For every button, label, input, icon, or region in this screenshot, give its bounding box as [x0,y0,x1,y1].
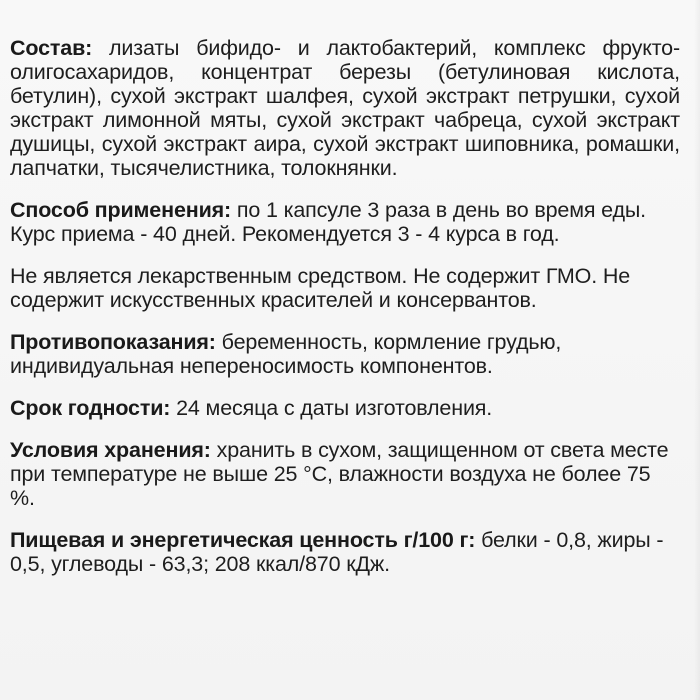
composition-paragraph [10,36,680,180]
notice-paragraph [10,264,680,312]
nutrition-paragraph [10,528,680,576]
page-edge-shadow [694,0,700,700]
shelf-life-title: Срок годности: [10,396,171,420]
nutrition-text: белки - 0,8, жиры - 0,5, углеводы - 63,3; 208 ккал/870 кДж. [10,528,664,576]
nutrition-title: Пищевая и энергетическая ценность г/100 г: [10,528,476,552]
storage-text: хранить в сухом, защищенном от света месте при температуре не выше 25 °С, влажности воздуха не более 75 %. [10,438,669,510]
shelf-life-text: 24 месяца с даты изготовления. [170,396,493,420]
storage-paragraph [10,438,680,510]
notice-text: Не является лекарственным средством. Не содержит ГМО. Не содержит искусственных красителей и консервантов. [10,264,631,312]
shelf-life-paragraph [10,396,680,420]
storage-title: Условия хранения: [10,438,211,462]
composition-title: Состав: [10,36,93,60]
usage-text: по 1 капсуле 3 раза в день во время еды. Курс приема - 40 дней. Рекомендуется 3 - 4 курса в год. [10,198,647,246]
usage-title: Способ применения: [10,198,232,222]
contraindications-title: Противопоказания: [10,330,216,354]
contraindications-paragraph [10,330,680,378]
usage-paragraph [10,198,680,246]
contraindications-text: беременность, кормление грудью, индивидуальная непереносимость компонентов. [10,330,562,378]
composition-text: лизаты бифидо- и лактобактерий, комплекс фрукто-олигосахаридов, концентрат березы (бетулиновая кислота, бетулин), сухой экстракт шалфея, сухой экстракт петрушки, сухой экстракт лимонной мяты, сухой экстракт чабреца, сухой экстракт душицы, сухой экстракт аира, сухой экстракт шиповника, ромашки, лапчатки, тысячелистника, толокнянки. [10,36,680,180]
